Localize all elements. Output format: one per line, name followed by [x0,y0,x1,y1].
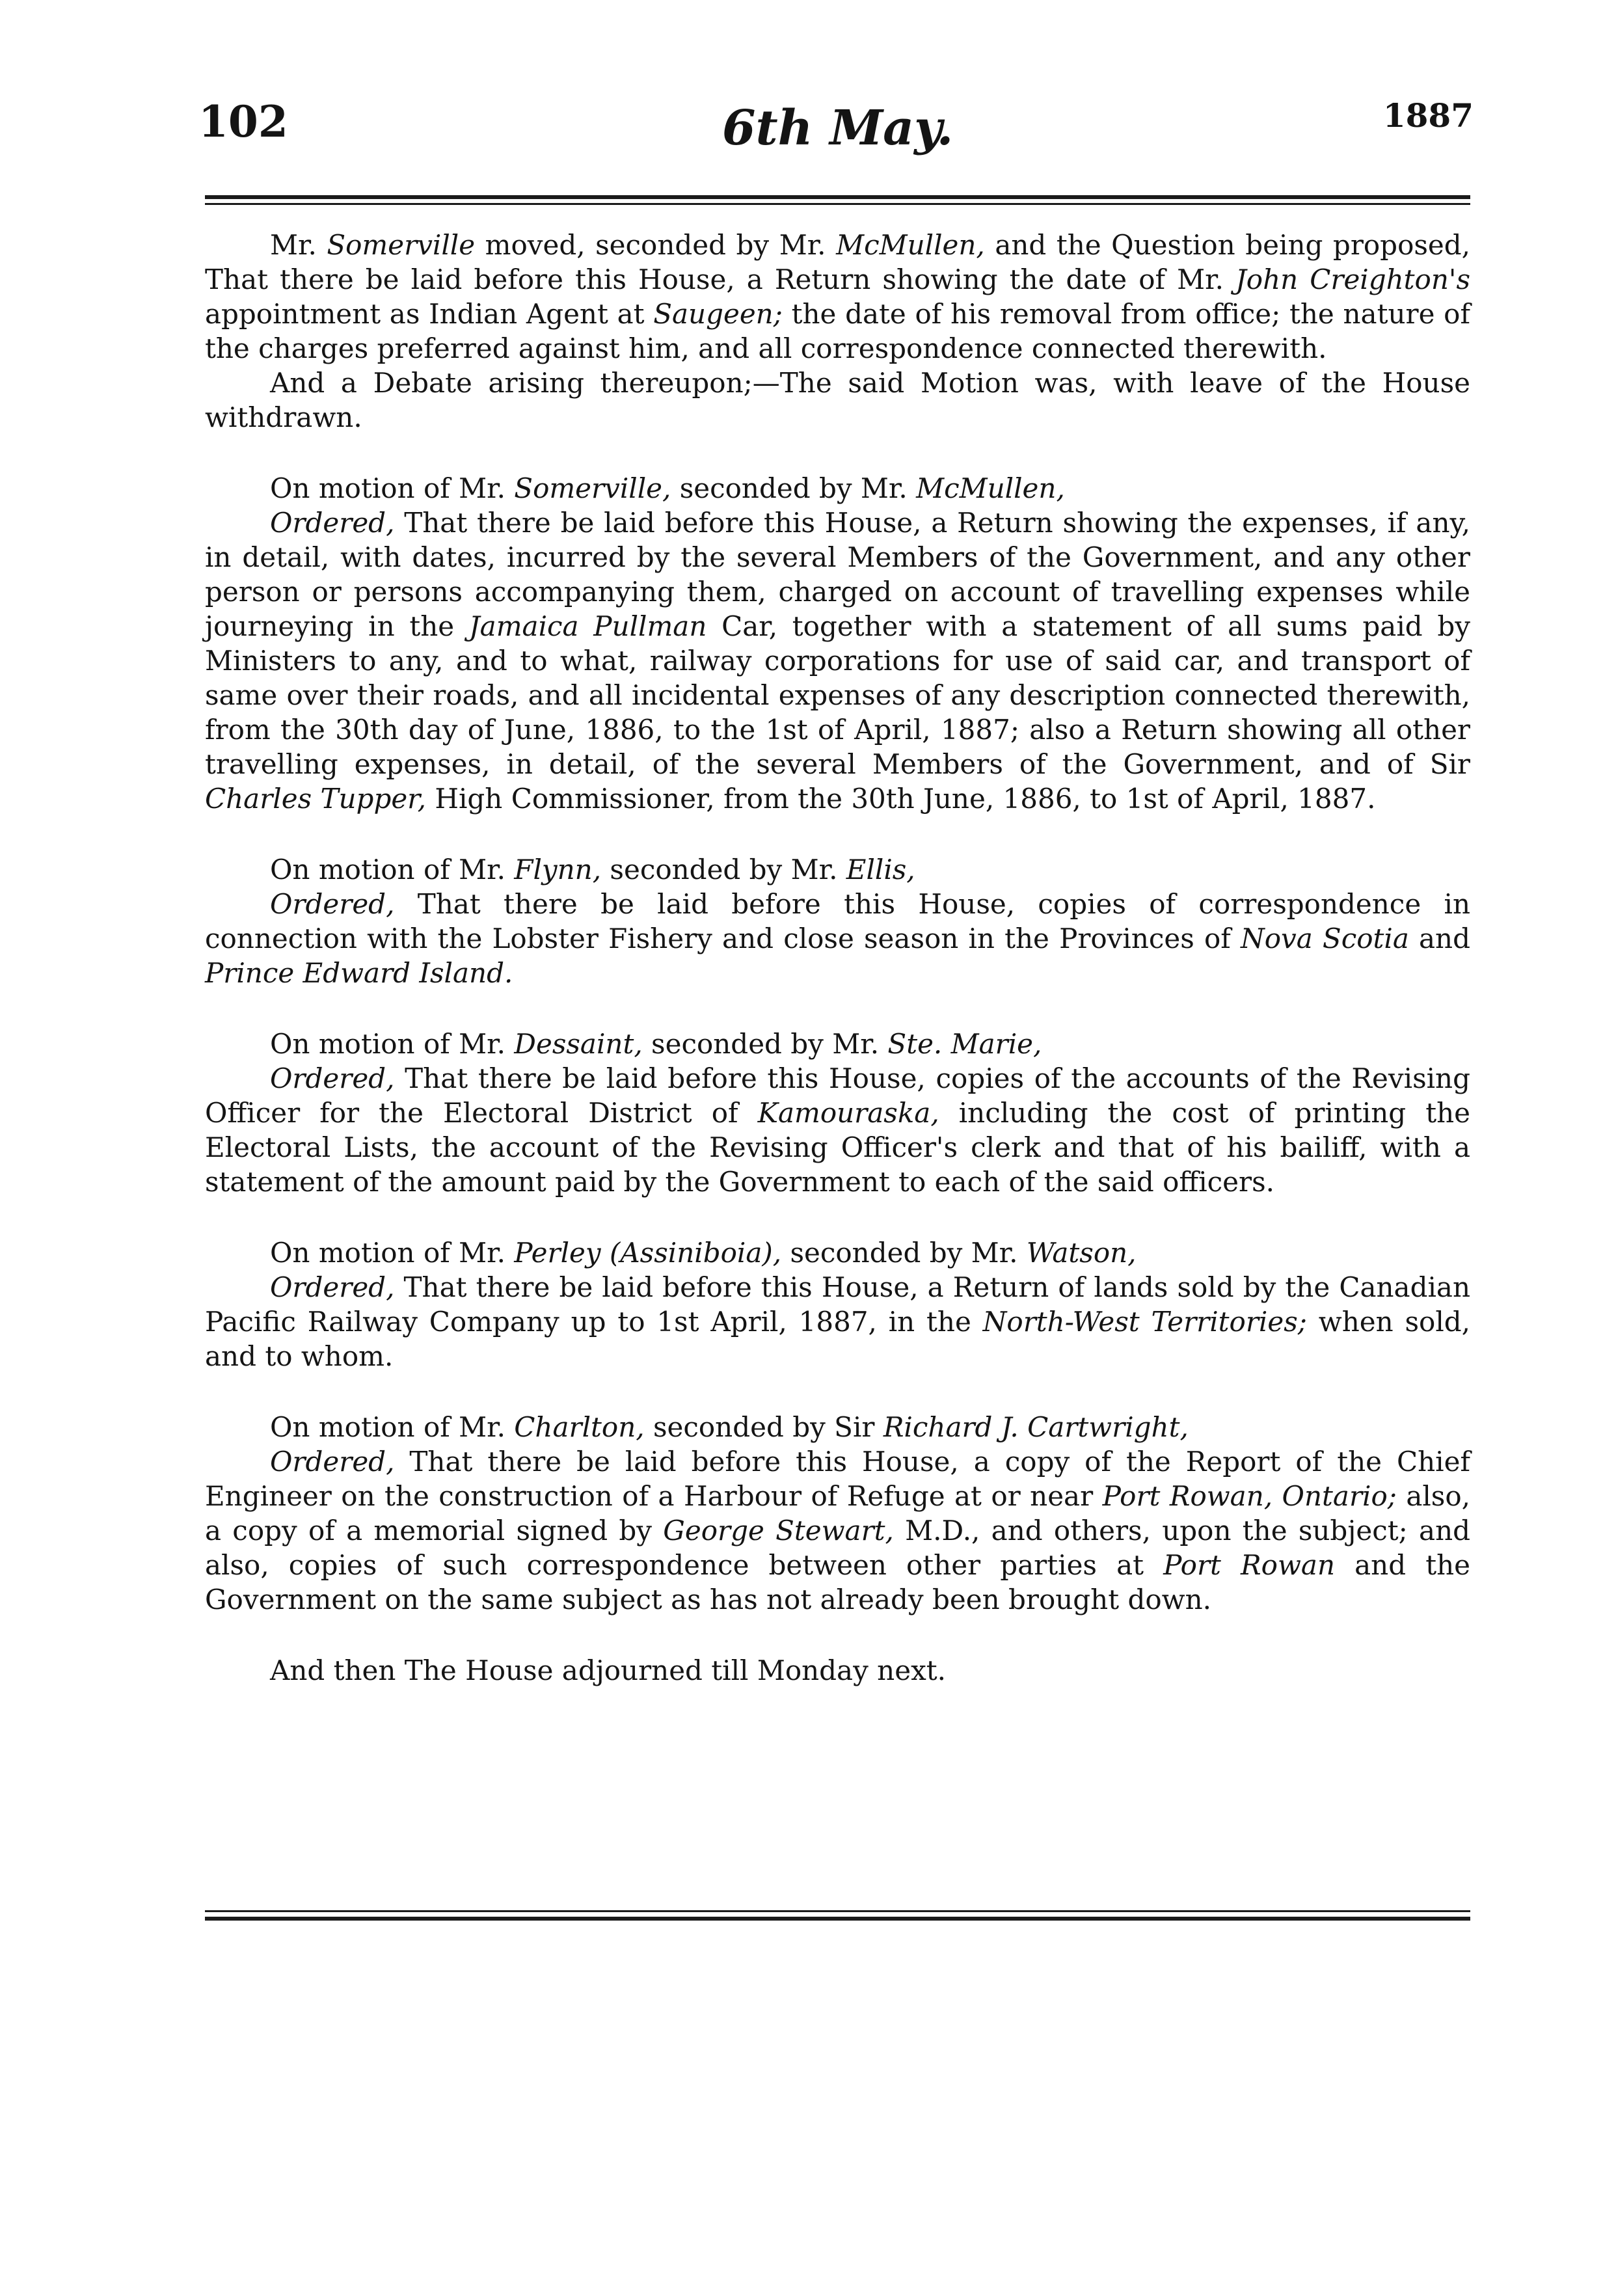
header-rule-thick [205,195,1470,199]
page-date: 6th May. [722,100,954,156]
paragraph-ordered-lands: Ordered, That there be laid before this House, a Return of lands sold by the Canadian Pacific Railway Company up to 1st April, 1887, in the North-West Territories; when sold, and to whom. [205,1271,1470,1372]
paragraph-adjournment: And then The House adjourned till Monday next. [270,1654,946,1686]
journal-body [205,228,1470,1688]
paragraph-ordered-lobster: Ordered, That there be laid before this House, copies of correspondence in connection with the Lobster Fishery and close season in the Provinces of Nova Scotia and Prince Edward Island. [205,888,1470,989]
footer-rule-thin [205,1910,1470,1912]
paragraph-debate-withdrawn: And a Debate arising thereupon;—The said Motion was, with leave of the House withdrawn. [205,367,1470,433]
paragraph-ordered-expenses: Ordered, That there be laid before this House, a Return showing the expenses, if any, in detail, with dates, incurred by the several Members of the Government, and any other person or persons accompanying them, charged on account of travelling expenses while journeying in the Jamaica Pullman Car, together with a statement of all sums paid by Ministers to any, and to what, railway corporations for use of said car, and transport of same over their roads, and all incidental expenses of any description connected therewith, from the 30th day of June, 1886, to the 1st of April, 1887; also a Return showing all other travelling expenses, in detail, of the several Members of the Government, and of Sir Charles Tupper, High Commissioner, from the 30th June, 1886, to 1st of April, 1887. [205,507,1470,815]
paragraph-somerville-motion: Mr. Somerville moved, seconded by Mr. McMullen, and the Question being proposed, That there be laid before this House, a Return showing the date of Mr. John Creighton's appointment as Indian Agent at Saugeen; the date of his removal from office; the nature of the charges preferred against him, and all correspondence connected therewith. [205,229,1470,364]
paragraph-ordered-revising: Ordered, That there be laid before this House, copies of the accounts of the Revising Officer for the Electoral District of Kamouraska, including the cost of printing the Electoral Lists, the account of the Revising Officer's clerk and that of his bailiff, with a statement of the amount paid by the Government to each of the said officers. [205,1062,1470,1198]
paragraph-motion-dessaint: On motion of Mr. Dessaint, seconded by Mr. Ste. Marie, [270,1028,1042,1060]
footer-rule-thick [205,1917,1470,1921]
page-year: 1887 [1382,96,1474,135]
page-header [198,96,1474,168]
paragraph-motion-perley: On motion of Mr. Perley (Assiniboia), seconded by Mr. Watson, [270,1237,1137,1269]
paragraph-ordered-harbour: Ordered, That there be laid before this House, a copy of the Report of the Chief Engineer on the construction of a Harbour of Refuge at or near Port Rowan, Ontario; also, a copy of a memorial signed by George Stewart, M.D., and others, upon the subject; and also, copies of such correspondence between other parties at Port Rowan and the Government on the same subject as has not already been brought down. [205,1446,1470,1615]
page-number: 102 [198,96,288,147]
header-rule-thin [205,203,1470,205]
paragraph-motion-charlton: On motion of Mr. Charlton, seconded by Sir Richard J. Cartwright, [270,1411,1189,1443]
paragraph-motion-flynn: On motion of Mr. Flynn, seconded by Mr. Ellis, [270,854,915,885]
paragraph-motion-somerville: On motion of Mr. Somerville, seconded by Mr. McMullen, [270,472,1065,504]
